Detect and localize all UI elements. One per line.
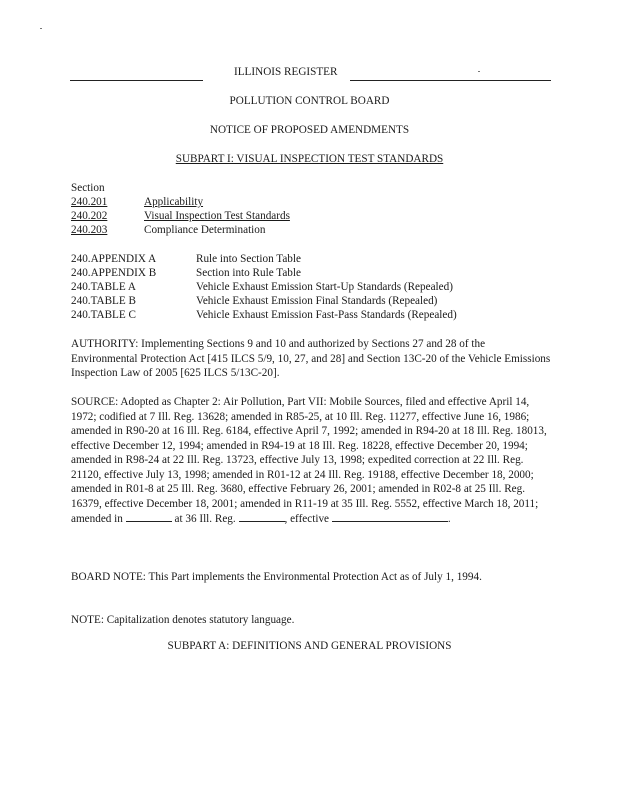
toc-appendix-number: 240.TABLE A bbox=[71, 281, 136, 293]
source-ill-reg-text: at 36 Ill. Reg. bbox=[174, 513, 236, 525]
scan-speck bbox=[478, 71, 480, 72]
toc-appendix-title: Section into Rule Table bbox=[196, 267, 301, 279]
header-rule-right bbox=[350, 80, 551, 81]
board-name: POLLUTION CONTROL BOARD bbox=[229, 95, 390, 107]
amendment-docket-blank bbox=[126, 511, 172, 522]
board-note: BOARD NOTE: This Part implements the Environmental Protection Act as of July 1, 1994. bbox=[71, 571, 482, 583]
toc-appendix-title: Rule into Section Table bbox=[196, 253, 301, 265]
effective-date-blank bbox=[332, 511, 448, 522]
toc-appendix-number: 240.APPENDIX A bbox=[71, 253, 157, 265]
toc-appendix-title: Vehicle Exhaust Emission Start-Up Standards (Repealed) bbox=[196, 281, 453, 293]
toc-section-number[interactable]: 240.201 bbox=[71, 196, 108, 208]
subpart-a-heading: SUBPART A: DEFINITIONS AND GENERAL PROVISIONS bbox=[167, 640, 452, 652]
toc-section-title[interactable]: Applicability bbox=[144, 196, 204, 208]
toc-appendix-title: Vehicle Exhaust Emission Final Standards (Repealed) bbox=[196, 295, 438, 307]
toc-section-title: Visual Inspection Test Standards bbox=[144, 210, 290, 222]
toc-appendix-number: 240.TABLE B bbox=[71, 295, 136, 307]
reg-page-blank bbox=[239, 511, 285, 522]
toc-section-title: Compliance Determination bbox=[144, 224, 266, 236]
scan-speck bbox=[40, 28, 42, 29]
capitalization-note: NOTE: Capitalization denotes statutory language. bbox=[71, 614, 295, 626]
notice-title: NOTICE OF PROPOSED AMENDMENTS bbox=[209, 124, 410, 136]
source-paragraph bbox=[71, 395, 551, 527]
toc-appendix-number: 240.APPENDIX B bbox=[71, 267, 157, 279]
toc-section-number[interactable]: 240.202 bbox=[71, 210, 108, 222]
toc-section-number[interactable]: 240.203 bbox=[71, 224, 108, 236]
header-rule-left bbox=[70, 80, 203, 81]
section-heading: Section bbox=[71, 182, 105, 194]
toc-appendix-title: Vehicle Exhaust Emission Fast-Pass Standards (Repealed) bbox=[196, 309, 457, 321]
source-end: . bbox=[447, 513, 451, 525]
source-text: SOURCE: Adopted as Chapter 2: Air Pollution, Part VII: Mobile Sources, filed and effective April 14, 1972; codified at 7 Ill. Reg. 13628; amended in R85-25, at 10 Ill. Reg. 11277, effective June 16, 1986; amended in R90-20 at 16 Ill. Reg. 6184, effective April 7, 1992; amended in R94-20 at 18 Ill. Reg. 18013, effective December 12, 1994; amended in R94-19 at 18 Ill. Reg. 18228, effective December 20, 1994; amended in R98-24 at 22 Ill. Reg. 13723, effective July 13, 1998; expedited correction at 22 Ill. Reg. 21120, effective July 13, 1998; amended in R01-12 at 24 Ill. Reg. 19188, effective December 18, 2000; amended in R01-8 at 25 Ill. Reg. 3680, effective February 26, 2001; amended in R02-8 at 25 Ill. Reg. 16379, effective December 18, 2001; amended in R11-19 at 35 Ill. Reg. 5552, effective March 18, 2011; amended in bbox=[71, 396, 547, 525]
authority-paragraph: AUTHORITY: Implementing Sections 9 and 10 and authorized by Sections 27 and 28 of the Environmental Protection Act [415 ILCS 5/9, 10, 27, and 28] and Section 13C-20 of the Vehicle Emissions Inspection Law of 2005 [625 ILCS 5/13C-20]. bbox=[71, 338, 551, 379]
subpart-i-heading: SUBPART I: VISUAL INSPECTION TEST STANDARDS bbox=[175, 153, 444, 165]
register-title: ILLINOIS REGISTER bbox=[234, 66, 338, 78]
source-effective-text: , effective bbox=[284, 513, 330, 525]
toc-appendix-number: 240.TABLE C bbox=[71, 309, 136, 321]
